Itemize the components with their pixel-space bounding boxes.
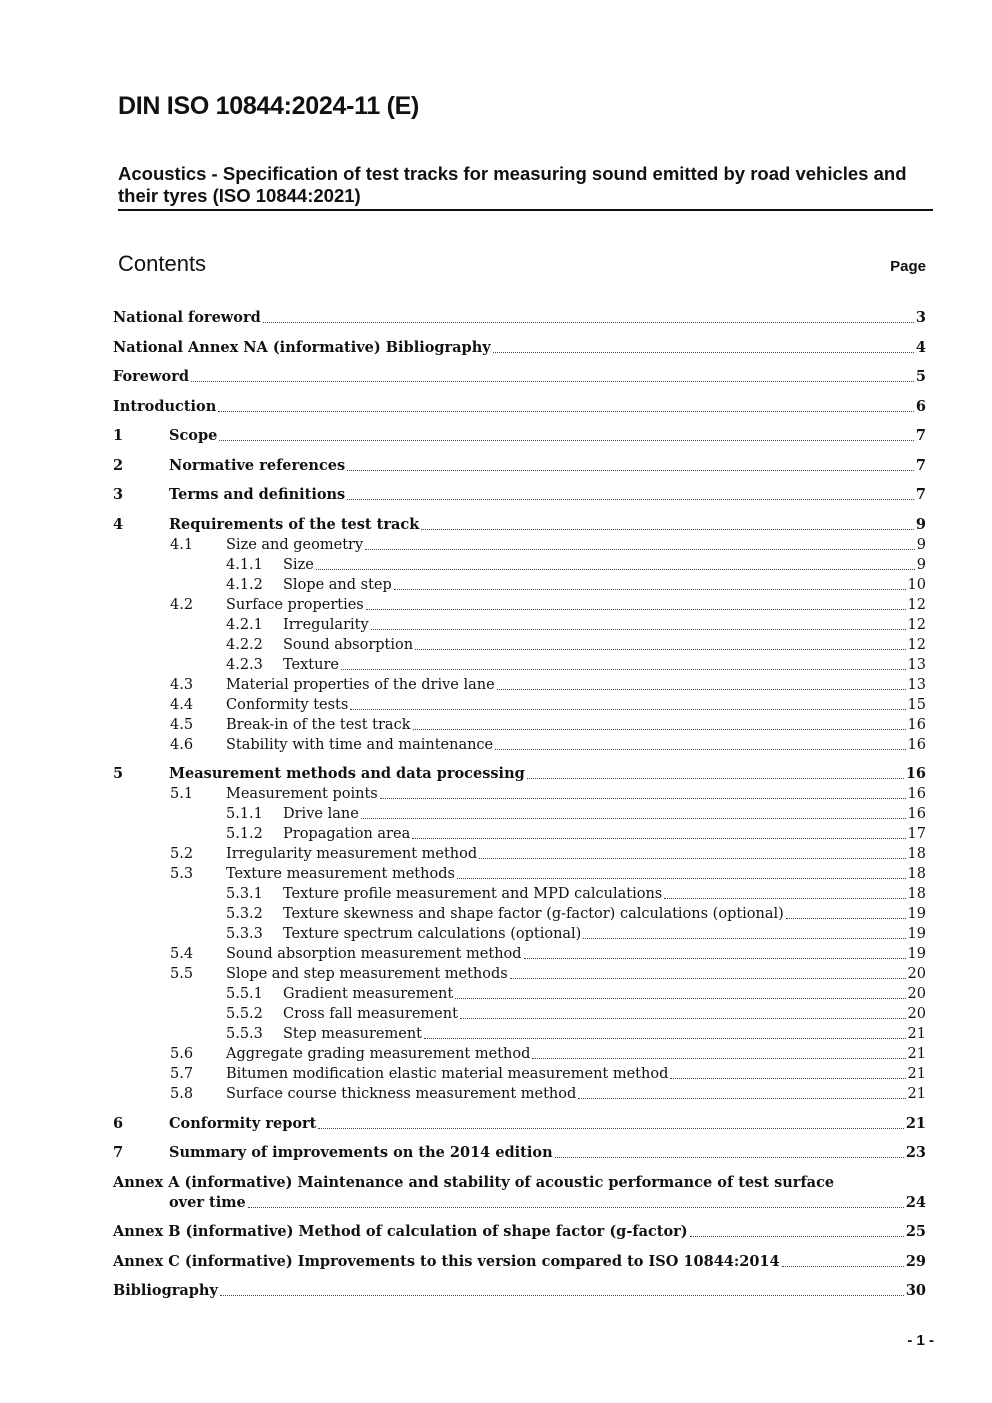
toc-entry-number: 5.8 (170, 1086, 194, 1102)
toc-entry-page: 18 (907, 886, 926, 902)
toc-entry-page: 10 (907, 576, 926, 593)
toc-entry[interactable] (113, 1252, 926, 1272)
dot-leader (316, 569, 915, 570)
toc-entry-title: Irregularity measurement method (226, 846, 478, 862)
toc-entry[interactable] (113, 884, 926, 904)
toc-entry-title: Break-in of the test track (226, 716, 411, 733)
toc-entry[interactable] (113, 308, 926, 328)
dot-leader (457, 878, 906, 879)
toc-entry-page: 20 (907, 966, 926, 982)
toc-entry[interactable] (113, 764, 926, 784)
toc-entry-number: 5.5.2 (226, 1006, 263, 1022)
toc-entry[interactable] (113, 844, 926, 864)
toc-entry[interactable] (113, 784, 926, 804)
toc-entry[interactable] (113, 397, 926, 417)
toc-entry-page: 20 (907, 986, 926, 1002)
toc-entry-number: 4.1 (170, 536, 194, 553)
dot-leader (263, 322, 914, 323)
dot-leader (532, 1058, 905, 1059)
toc-entry-page: 15 (907, 696, 926, 713)
toc-entry-number: 4.1.2 (226, 576, 263, 593)
toc-entry-number: 5.4 (170, 946, 194, 962)
dot-leader (350, 709, 905, 710)
toc-entry-number: 4.2.2 (226, 636, 263, 653)
toc-entry-number: 5.3.2 (226, 906, 263, 922)
toc-entry-page: 7 (915, 486, 926, 503)
dot-leader (218, 411, 914, 412)
toc-entry-number: 4.2.1 (226, 616, 263, 633)
dot-leader (220, 1295, 904, 1296)
toc-entry-number: 4.2 (170, 596, 194, 613)
toc-entry-page: 16 (907, 786, 926, 802)
toc-entry-title: Conformity report (169, 1114, 317, 1132)
toc-entry-page: 7 (915, 427, 926, 444)
dot-leader (191, 381, 914, 382)
toc-entry[interactable] (113, 635, 926, 655)
dot-leader (495, 749, 905, 750)
toc-entry[interactable] (113, 984, 926, 1004)
dot-leader (455, 998, 905, 999)
toc-entry-title: Step measurement (283, 1026, 422, 1042)
dot-leader (479, 858, 905, 859)
dot-leader (460, 1018, 906, 1019)
toc-entry-title: Aggregate grading measurement method (226, 1046, 531, 1062)
dot-leader (578, 1098, 905, 1099)
toc-entry-page: 9 (916, 556, 926, 573)
toc-entry-number: 4.2.3 (226, 656, 263, 673)
toc-entry[interactable] (113, 695, 926, 715)
toc-entry-number: 5.5.1 (226, 986, 263, 1002)
toc-entry-title: National foreword (113, 309, 261, 326)
toc-entry-number: 7 (113, 1144, 124, 1161)
toc-entry-title: Slope and step (283, 576, 392, 593)
toc-entry[interactable] (113, 367, 926, 387)
toc-entry-title: Drive lane (283, 806, 359, 822)
dot-leader (341, 669, 906, 670)
toc-entry-number: 5.3.3 (226, 926, 263, 942)
toc-entry-number: 2 (113, 456, 124, 474)
dot-leader (493, 352, 914, 353)
toc-entry-page: 19 (907, 946, 926, 962)
toc-entry-title: Texture skewness and shape factor (g-factor) calculations (optional) (283, 906, 784, 922)
dot-leader (786, 918, 906, 919)
toc-entry-title: Texture spectrum calculations (optional) (283, 926, 582, 942)
toc-entry-number: 1 (113, 427, 124, 444)
dot-leader (361, 818, 906, 819)
toc-entry-number: 5.5.3 (226, 1026, 263, 1042)
toc-entry-page: 13 (907, 656, 926, 673)
toc-entry[interactable] (113, 964, 926, 984)
toc-entry-page: 21 (905, 1114, 926, 1132)
toc-entry-title: Gradient measurement (283, 986, 454, 1002)
toc-entry-number: 6 (113, 1114, 124, 1132)
toc-entry-number: 5.1 (170, 786, 194, 802)
toc-entry-page: 21 (907, 1066, 926, 1082)
toc-entry-title: Conformity tests (226, 696, 349, 713)
dot-leader (365, 549, 915, 550)
table-of-contents (113, 308, 926, 1301)
toc-entry[interactable] (113, 924, 926, 944)
toc-entry[interactable] (113, 575, 926, 595)
toc-entry-page: 20 (907, 1006, 926, 1022)
toc-entry-number: 4.1.1 (226, 556, 263, 573)
dot-leader (371, 629, 906, 630)
toc-entry-number: 3 (113, 486, 124, 503)
toc-entry-page: 24 (905, 1193, 926, 1211)
toc-entry-page: 18 (907, 846, 926, 862)
toc-entry-number: 4.6 (170, 736, 194, 753)
toc-entry-title: Slope and step measurement methods (226, 966, 508, 982)
document-subtitle: Acoustics - Specification of test tracks for measuring sound emitted by road vehicles and their tyres (ISO 10844:2021) (118, 163, 933, 211)
toc-entry-page: 4 (915, 338, 926, 356)
toc-entry[interactable] (113, 595, 926, 615)
dot-leader (413, 729, 906, 730)
toc-entry[interactable] (113, 1143, 926, 1163)
toc-entry[interactable] (113, 804, 926, 824)
toc-entry[interactable] (113, 535, 926, 555)
toc-entry-page: 17 (907, 826, 926, 842)
toc-entry[interactable] (113, 426, 926, 446)
dot-leader (248, 1207, 904, 1208)
toc-entry-page: 23 (905, 1144, 926, 1161)
toc-entry-title: Size (283, 556, 314, 573)
dot-leader (510, 978, 906, 979)
toc-entry[interactable] (113, 1004, 926, 1024)
dot-leader (670, 1078, 905, 1079)
toc-entry-page: 18 (907, 866, 926, 882)
toc-entry-title: Introduction (113, 397, 217, 415)
dot-leader (366, 609, 906, 610)
toc-entry-title: Foreword (113, 368, 189, 385)
toc-entry-page: 13 (907, 676, 926, 693)
toc-entry[interactable] (113, 456, 926, 476)
toc-entry-title: Irregularity (283, 616, 369, 633)
toc-entry[interactable] (113, 904, 926, 924)
page-number: - 1 - (907, 1332, 934, 1349)
toc-entry[interactable] (113, 944, 926, 964)
dot-leader (412, 838, 905, 839)
toc-entry-page: 9 (915, 515, 926, 533)
toc-entry-page: 21 (907, 1046, 926, 1062)
dot-leader (524, 958, 906, 959)
dot-leader (690, 1236, 904, 1237)
toc-entry-number: 5.3 (170, 866, 194, 882)
dot-leader (424, 1038, 906, 1039)
toc-entry-page: 25 (905, 1223, 926, 1240)
toc-entry-number: 5.2 (170, 846, 194, 862)
toc-entry-title: Texture measurement methods (226, 866, 455, 882)
toc-entry-title: Sound absorption measurement method (226, 946, 522, 962)
toc-entry-page: 19 (907, 926, 926, 942)
dot-leader (347, 470, 914, 471)
toc-entry[interactable] (113, 1173, 926, 1213)
toc-entry[interactable] (113, 1281, 926, 1301)
toc-entry-number: 5.6 (170, 1046, 194, 1062)
toc-entry-title: Texture (283, 656, 339, 673)
toc-entry[interactable] (113, 824, 926, 844)
toc-entry-title: Summary of improvements on the 2014 edition (169, 1144, 553, 1161)
toc-entry-page: 19 (907, 906, 926, 922)
toc-entry[interactable] (113, 715, 926, 735)
toc-entry-title: National Annex NA (informative) Bibliography (113, 338, 491, 356)
toc-entry-number: 5 (113, 765, 124, 782)
toc-entry-title: Texture profile measurement and MPD calculations (283, 886, 663, 902)
dot-leader (555, 1157, 904, 1158)
toc-entry-title: Annex C (informative) Improvements to this version compared to ISO 10844:2014 (113, 1252, 780, 1270)
dot-leader (527, 778, 904, 779)
toc-entry[interactable] (113, 1114, 926, 1134)
toc-entry-title: Surface course thickness measurement method (226, 1086, 577, 1102)
dot-leader (347, 499, 914, 500)
document-id: DIN ISO 10844:2024-11 (E) (118, 92, 419, 120)
dot-leader (415, 649, 905, 650)
toc-entry-number: 5.1.2 (226, 826, 263, 842)
toc-entry-number: 4.5 (170, 716, 194, 733)
dot-leader (497, 689, 906, 690)
toc-entry-number: 4 (113, 515, 124, 533)
toc-entry-page: 5 (915, 368, 926, 385)
toc-entry-page: 21 (907, 1026, 926, 1042)
toc-entry-title: Propagation area (283, 826, 411, 842)
toc-entry[interactable] (113, 485, 926, 505)
toc-entry-title: Material properties of the drive lane (226, 676, 495, 693)
dot-leader (219, 440, 914, 441)
toc-entry-number: 4.4 (170, 696, 194, 713)
toc-entry-number: 5.1.1 (226, 806, 263, 822)
toc-entry-title: Bibliography (113, 1282, 218, 1299)
toc-entry-title: Normative references (169, 456, 346, 474)
toc-entry-page: 6 (915, 397, 926, 415)
toc-entry-page: 16 (905, 765, 926, 782)
toc-entry[interactable] (113, 1064, 926, 1084)
toc-entry-title: Bitumen modification elastic material measurement method (226, 1066, 669, 1082)
toc-entry[interactable] (113, 555, 926, 575)
toc-entry-page: 7 (915, 456, 926, 474)
toc-entry-title: Surface properties (226, 596, 364, 613)
toc-entry-title-line: Annex A (informative) Maintenance and stability of acoustic performance of test surface (113, 1173, 835, 1191)
toc-entry-title: Scope (169, 427, 218, 444)
toc-entry-number: 4.3 (170, 676, 194, 693)
contents-heading: Contents (118, 251, 207, 276)
toc-entry-title: Measurement points (226, 786, 378, 802)
toc-entry[interactable] (113, 338, 926, 358)
toc-entry-page: 12 (907, 636, 926, 653)
dot-leader (421, 529, 914, 530)
toc-entry-title: over time (169, 1193, 246, 1211)
toc-entry-page: 16 (907, 716, 926, 733)
toc-entry-page: 3 (915, 309, 926, 326)
toc-entry-page: 16 (907, 736, 926, 753)
toc-entry[interactable] (113, 864, 926, 884)
toc-entry-number: 5.5 (170, 966, 194, 982)
toc-entry-page: 30 (905, 1282, 926, 1299)
toc-entry-title: Stability with time and maintenance (226, 736, 494, 753)
toc-entry-title: Cross fall measurement (283, 1006, 458, 1022)
toc-entry[interactable] (113, 735, 926, 755)
toc-entry-page: 21 (907, 1086, 926, 1102)
toc-entry-page: 9 (916, 536, 926, 553)
dot-leader (318, 1128, 903, 1129)
toc-entry[interactable] (113, 655, 926, 675)
toc-entry-title: Measurement methods and data processing (169, 765, 525, 782)
toc-entry-title: Annex B (informative) Method of calculation of shape factor (g-factor) (113, 1223, 688, 1240)
dot-leader (380, 798, 906, 799)
toc-entry-number: 5.3.1 (226, 886, 263, 902)
page-column-label: Page (890, 258, 926, 275)
toc-entry[interactable] (113, 615, 926, 635)
dot-leader (583, 938, 905, 939)
toc-entry-page: 16 (907, 806, 926, 822)
toc-entry[interactable] (113, 1044, 926, 1064)
toc-entry[interactable] (113, 1024, 926, 1044)
toc-entry-number: 5.7 (170, 1066, 194, 1082)
toc-entry[interactable] (113, 1084, 926, 1104)
dot-leader (782, 1266, 904, 1267)
toc-entry[interactable] (113, 1222, 926, 1242)
toc-entry-title: Requirements of the test track (169, 515, 420, 533)
dot-leader (394, 589, 906, 590)
dot-leader (664, 898, 905, 899)
toc-entry[interactable] (113, 675, 926, 695)
toc-entry-page: 12 (907, 616, 926, 633)
toc-entry-title: Size and geometry (226, 536, 364, 553)
toc-entry-page: 12 (907, 596, 926, 613)
toc-entry[interactable] (113, 515, 926, 535)
toc-entry-title: Terms and definitions (169, 486, 346, 503)
toc-entry-page: 29 (905, 1252, 926, 1270)
toc-entry-title: Sound absorption (283, 636, 414, 653)
